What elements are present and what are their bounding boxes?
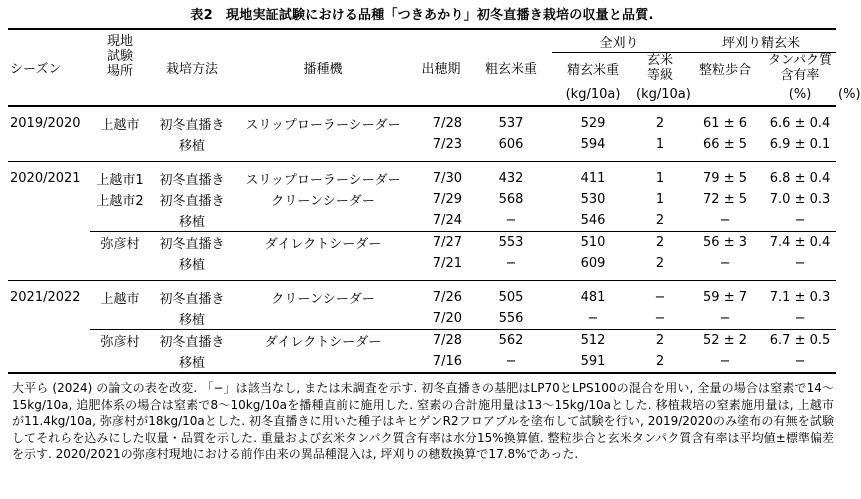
cell-site <box>90 134 150 155</box>
cell-ratio: − <box>719 256 731 271</box>
cell-site: 弥彦村 <box>90 330 150 352</box>
cell-ratio: 56 ± 3 <box>686 232 764 254</box>
cell-crude: 432 <box>498 171 524 186</box>
cell-method: 初冬直播き <box>150 330 234 352</box>
table-row <box>8 210 836 232</box>
cell-seeder <box>234 351 412 373</box>
cell-refined: 609 <box>580 256 606 271</box>
cell-grade: 2 <box>655 256 665 271</box>
cell-refined: 481 <box>580 290 606 305</box>
header-group-tsubo: 坪刈り精玄米 <box>686 29 836 53</box>
cell-protein: 6.6 ± 0.4 <box>769 116 831 131</box>
cell-crude: 606 <box>498 137 524 152</box>
cell-site: 弥彦村 <box>90 232 150 254</box>
cell-protein: − <box>764 351 836 373</box>
cell-refined: 591 <box>552 351 634 373</box>
cell-method: 移植 <box>178 258 205 273</box>
header-season: シーズン <box>8 29 90 106</box>
cell-ratio: − <box>686 351 764 373</box>
cell-heading: 7/26 <box>432 290 462 305</box>
cell-seeder: スリップローラーシーダー <box>245 173 401 188</box>
table-note: 大平ら (2024) の論文の表を改変. 「−」は該当なし, または未調査を示す. 初冬直播きの基肥はLP70とLPS100の混合を用い, 全量の場合は窒素で14～15kg/10a, 追肥体系の場合は窒素で8～10kg/10aを播種直前に施用した. 窒素の合計施用量は13～15kg/10aとした. 移植栽培の窒素施用量は, 上越市が11.4kg/10a, 弥彦村が18kg/10aとした. 初冬直播きに用いた種子はキヒゲンR2フロアブルを塗布して試験を行い, 2019/2020のみ塗布の有無を試験してそれらを込みにした収量・品質を示した. 重量および玄米タンパク質含有率は水分15%換算値. 整粒歩合と玄米タンパク質含有率は平均値±標準偏差を示す. 2020/2021の弥彦村現地における前作由来の異品種混入は, 坪刈りの穂数換算で17.8%であった. <box>12 381 834 461</box>
cell-method: 初冬直播き <box>159 292 225 307</box>
cell-refined: 529 <box>580 116 606 131</box>
cell-crude: 553 <box>470 232 552 254</box>
cell-seeder <box>234 253 412 274</box>
spacer <box>8 106 836 113</box>
cell-heading: 7/27 <box>412 232 470 254</box>
cell-ratio: 66 ± 5 <box>703 137 747 152</box>
cell-method: 移植 <box>150 351 234 373</box>
cell-season <box>8 232 90 254</box>
cell-protein: 7.0 ± 0.3 <box>769 192 831 207</box>
cell-heading: 7/28 <box>412 330 470 352</box>
cell-heading: 7/20 <box>432 311 462 326</box>
header-heading: 出穂期 <box>412 29 470 106</box>
cell-refined: − <box>587 311 599 326</box>
cell-protein: 6.7 ± 0.5 <box>764 330 836 352</box>
cell-grade: 1 <box>655 171 665 186</box>
cell-seeder: ダイレクトシーダー <box>234 232 412 254</box>
header-row-1 <box>8 29 836 53</box>
cell-protein: − <box>794 256 806 271</box>
table-row <box>8 287 836 308</box>
unit-crude: (kg/10a) <box>552 83 634 106</box>
header-crude: 粗玄米重 <box>484 62 537 78</box>
cell-crude: − <box>505 213 517 228</box>
cell-grade: − <box>654 311 666 326</box>
cell-protein: 6.8 ± 0.4 <box>769 171 831 186</box>
cell-grade: 1 <box>655 137 665 152</box>
cell-method: 移植 <box>178 215 205 230</box>
cell-season <box>8 189 90 210</box>
cell-crude: 537 <box>498 116 524 131</box>
cell-method: 初冬直播き <box>159 118 225 133</box>
cell-crude: 505 <box>498 290 524 305</box>
cell-method: 初冬直播き <box>159 173 225 188</box>
header-seeder: 播種機 <box>234 29 412 106</box>
cell-ratio: 52 ± 2 <box>686 330 764 352</box>
cell-site <box>90 210 150 232</box>
cell-season: 2021/2022 <box>10 290 81 305</box>
header-ratio: 整粒歩合 <box>699 62 752 78</box>
cell-ratio: 79 ± 5 <box>703 171 747 186</box>
table-row <box>8 330 836 352</box>
cell-heading: 7/16 <box>412 351 470 373</box>
cell-refined: 546 <box>580 213 606 228</box>
header-refined: 精玄米重 <box>566 62 619 78</box>
cell-grade: 2 <box>634 351 686 373</box>
cell-seeder <box>234 210 412 232</box>
cell-heading: 7/24 <box>432 213 462 228</box>
cell-grade: 2 <box>655 213 665 228</box>
cell-crude: 568 <box>498 192 524 207</box>
unit-ratio: (%) <box>764 83 836 106</box>
cell-grade: 2 <box>655 116 665 131</box>
cell-refined: 510 <box>552 232 634 254</box>
cell-refined: 411 <box>580 171 606 186</box>
table-row <box>8 351 836 373</box>
cell-seeder: クリーンシーダー <box>271 292 375 307</box>
cell-protein: − <box>794 311 806 326</box>
header-method: 栽培方法 <box>150 29 234 106</box>
header-site: 現地 試験 場所 <box>90 29 150 83</box>
table-row <box>8 232 836 254</box>
table-row <box>8 308 836 330</box>
cell-site <box>90 253 150 274</box>
table-title: 表2 現地実証試験における品種「つきあかり」初冬直播き栽培の収量と品質. <box>190 8 654 23</box>
cell-grade: 1 <box>655 192 665 207</box>
cell-ratio: 72 ± 5 <box>703 192 747 207</box>
cell-grade: − <box>654 290 666 305</box>
cell-refined: 512 <box>552 330 634 352</box>
cell-protein: − <box>794 213 806 228</box>
cell-ratio: 61 ± 6 <box>703 116 747 131</box>
cell-crude: − <box>470 351 552 373</box>
cell-grade: 2 <box>634 330 686 352</box>
cell-site: 上越市 <box>100 292 140 307</box>
cell-crude: 562 <box>470 330 552 352</box>
yield-quality-table <box>8 28 861 374</box>
table-row <box>8 189 836 210</box>
cell-method: 初冬直播き <box>159 194 225 209</box>
cell-ratio: − <box>719 213 731 228</box>
table-row <box>8 134 836 155</box>
cell-site <box>90 308 150 330</box>
cell-ratio: 59 ± 7 <box>703 290 747 305</box>
cell-method: 移植 <box>178 313 205 328</box>
cell-season <box>8 351 90 373</box>
cell-season <box>8 210 90 232</box>
cell-crude: − <box>505 256 517 271</box>
cell-season: 2020/2021 <box>10 171 81 186</box>
cell-site <box>90 351 150 373</box>
cell-refined: 594 <box>580 137 606 152</box>
unit-refined: (kg/10a) <box>634 83 686 106</box>
cell-refined: 530 <box>580 192 606 207</box>
header-units-row: (kg/10a) (kg/10a) (%) (%) <box>8 83 836 106</box>
cell-protein: 7.1 ± 0.3 <box>769 290 831 305</box>
cell-seeder: スリップローラーシーダー <box>245 118 401 133</box>
cell-season: 2019/2020 <box>10 116 81 131</box>
cell-seeder <box>234 134 412 155</box>
cell-season <box>8 134 90 155</box>
cell-method: 移植 <box>178 139 205 154</box>
cell-season <box>8 330 90 352</box>
cell-site: 上越市2 <box>96 194 144 209</box>
cell-grade: 2 <box>634 232 686 254</box>
cell-site: 上越市 <box>100 118 140 133</box>
header-protein: タンパク質 含有率 <box>767 53 833 83</box>
cell-ratio: − <box>719 311 731 326</box>
cell-seeder <box>234 308 412 330</box>
cell-heading: 7/28 <box>432 116 462 131</box>
header-grade: 玄米 等級 <box>647 53 674 83</box>
cell-season <box>8 308 90 330</box>
cell-protein: 6.9 ± 0.1 <box>769 137 831 152</box>
cell-site: 上越市1 <box>96 173 144 188</box>
cell-heading: 7/30 <box>432 171 462 186</box>
cell-heading: 7/29 <box>432 192 462 207</box>
cell-seeder: クリーンシーダー <box>271 194 375 209</box>
header-group-full: 全刈り <box>552 29 686 53</box>
cell-seeder: ダイレクトシーダー <box>234 330 412 352</box>
cell-method: 初冬直播き <box>150 232 234 254</box>
cell-protein: 7.4 ± 0.4 <box>764 232 836 254</box>
cell-season <box>8 253 90 274</box>
table-row <box>8 113 836 134</box>
cell-crude: 556 <box>498 311 524 326</box>
cell-heading: 7/23 <box>432 137 462 152</box>
table-row <box>8 168 836 189</box>
cell-heading: 7/21 <box>432 256 462 271</box>
table-row <box>8 253 836 274</box>
